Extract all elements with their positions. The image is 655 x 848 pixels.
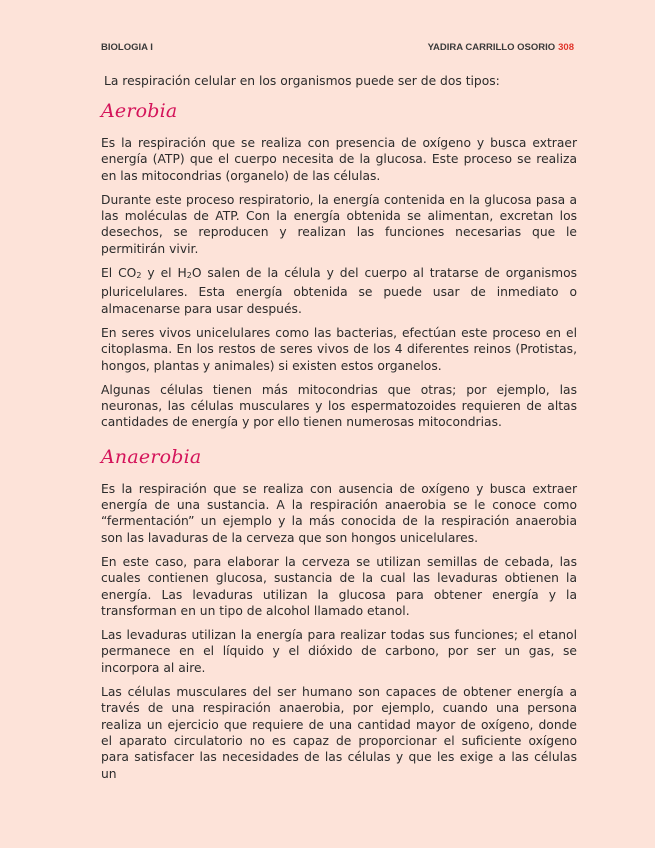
author-name: YADIRA CARRILLO OSORIO xyxy=(427,41,556,53)
paragraph-aerobia-1: Es la respiración que se realiza con presencia de oxígeno y busca extraer energía (ATP) que el cuerpo necesita de la glucosa. Este proceso se realiza en las mitocondrias (organelo) de las células. xyxy=(101,136,577,183)
paragraph-aerobia-3 xyxy=(101,265,577,317)
p3-part-c: O salen de la célula y del cuerpo al tratarse de organismos pluricelulares. Esta energía obtenida se puede usar de inmediato o almacenarse para usar después. xyxy=(101,266,577,316)
page-header xyxy=(101,40,574,54)
paragraph-anaerobia-3: Las levaduras utilizan la energía para realizar todas sus funciones; el etanol permanece en el líquido y el dióxido de carbono, por ser un gas, se incorpora al aire. xyxy=(101,628,577,675)
p3-part-b: y el H xyxy=(141,266,187,281)
paragraph-aerobia-5: Algunas células tienen más mitocondrias que otras; por ejemplo, las neuronas, las células musculares y los espermatozoides requieren de altas cantidades de energía y por ello tienen numerosas mitocondrias. xyxy=(101,382,577,430)
group-number: 308 xyxy=(558,41,574,53)
paragraph-anaerobia-2: En este caso, para elaborar la cerveza se utilizan semillas de cebada, las cuales contienen glucosa, sustancia de la cual las levaduras obtienen la energía. Las levaduras utilizan la glucosa para obtener energía y la transforman en un tipo de alcohol llamado etanol. xyxy=(101,554,577,618)
intro-text: La respiración celular en los organismos puede ser de dos tipos: xyxy=(104,74,500,88)
author-block xyxy=(428,42,574,53)
paragraph-aerobia-2: Durante este proceso respiratorio, la energía contenida en la glucosa pasa a las moléculas de ATP. Con la energía obtenida se alimentan, excretan los desechos, se reproducen y realizan las funciones necesarias que le permitirán vivir. xyxy=(101,192,577,256)
h2o-subscript: 2 xyxy=(186,271,192,281)
heading-anaerobia: Anaerobia xyxy=(101,445,202,468)
paragraph-anaerobia-1: Es la respiración que se realiza con ausencia de oxígeno y busca extraer energía de una sustancia. A la respiración anaerobia se le conoce como “fermentación” un ejemplo y la más conocida de la respiración anaerobia son las lavaduras de la cerveza que son hongos unicelulares. xyxy=(101,481,577,545)
p3-part-a: El CO xyxy=(101,266,137,281)
co2-subscript: 2 xyxy=(136,271,142,281)
document-body xyxy=(101,73,577,790)
heading-aerobia: Aerobia xyxy=(101,100,178,122)
paragraph-aerobia-4: En seres vivos unicelulares como las bacterias, efectúan este proceso en el citoplasma. En los restos de seres vivos de los 4 diferentes reinos (Protistas, hongos, plantas y animales) si existen estos organelos. xyxy=(101,325,577,373)
paragraph-anaerobia-4: Las células musculares del ser humano son capaces de obtener energía a través de una respiración anaerobia, por ejemplo, cuando una persona realiza un ejercicio que requiere de una cantidad mayor de oxígeno, donde el aparato circulatorio no es capaz de proporcionar el suficiente oxígeno para satisfacer las necesidades de las células y que les exige a las células un xyxy=(101,685,577,781)
course-name: BIOLOGIA I xyxy=(101,41,153,53)
